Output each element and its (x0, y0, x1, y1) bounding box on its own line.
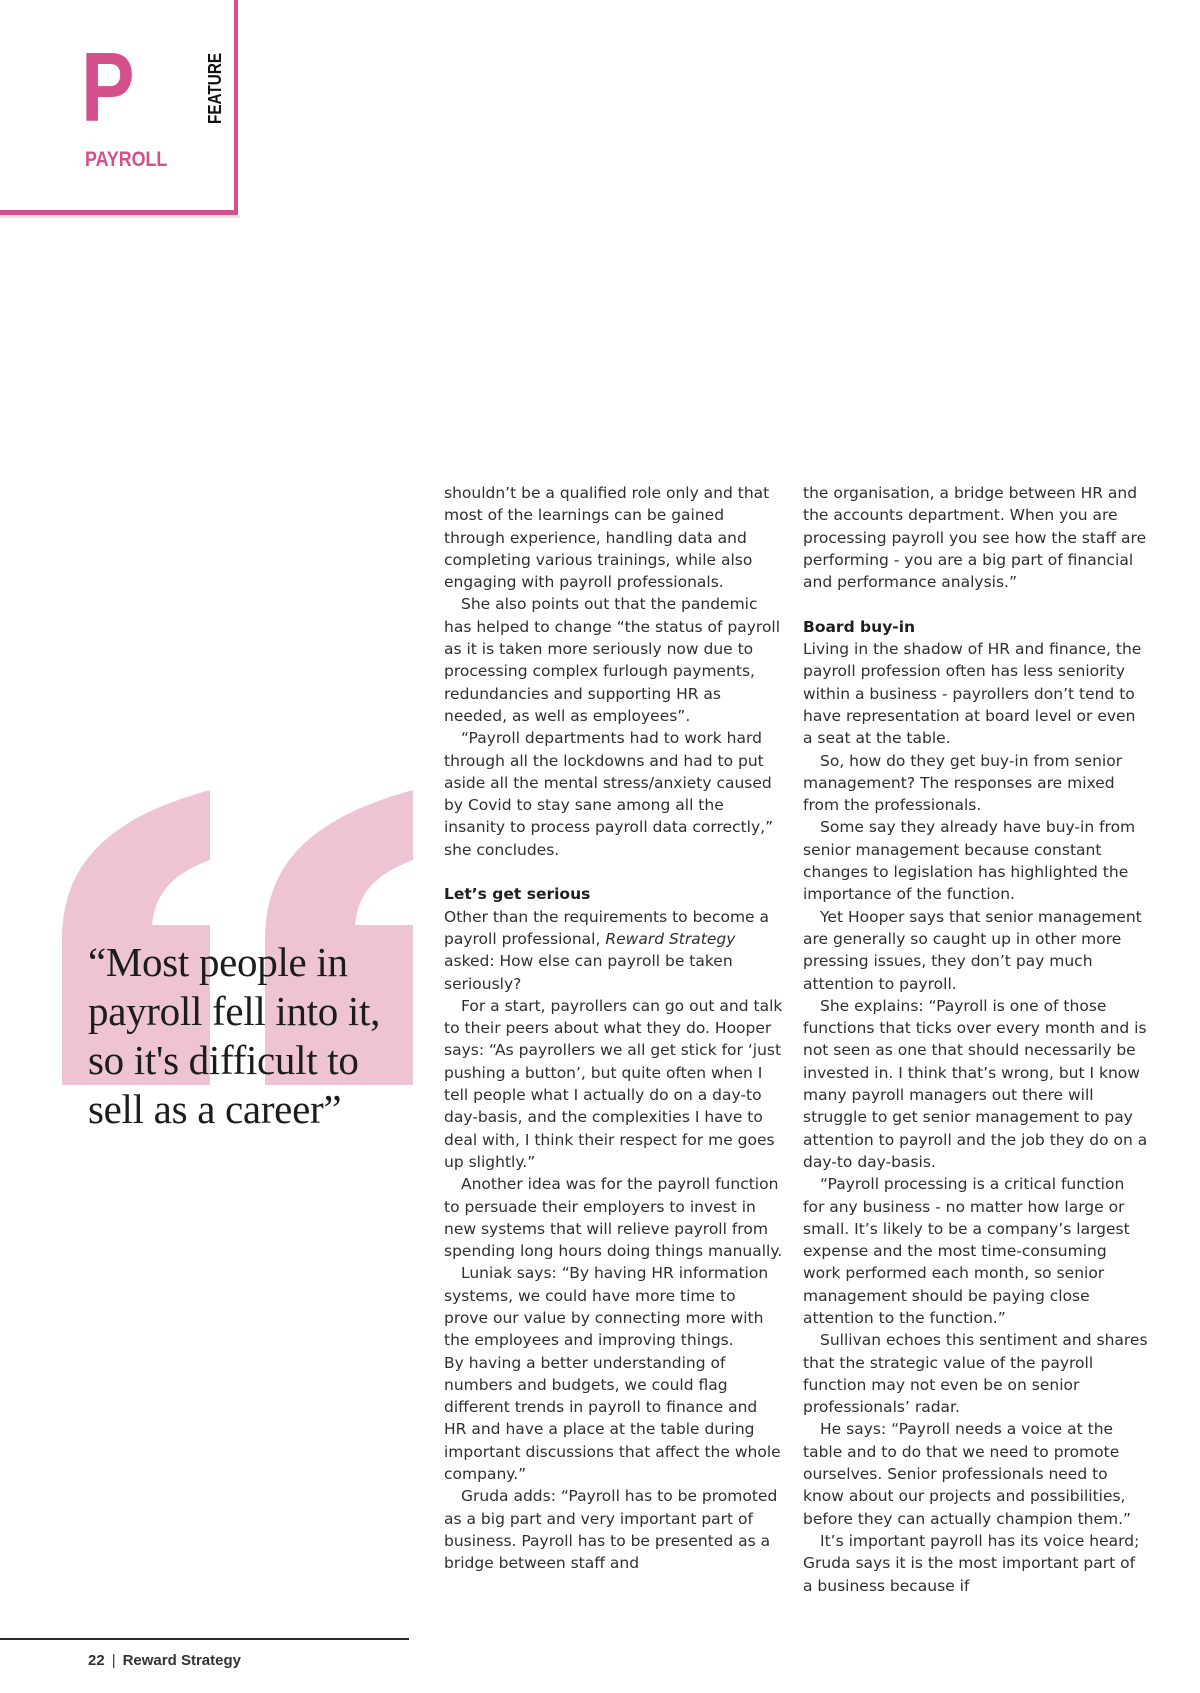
paragraph: It’s important payroll has its voice heard; Gruda says it is the most important part of a business because if (803, 1531, 1140, 1595)
paragraph: Another idea was for the payroll function to persuade their employers to invest in new systems that will relieve payroll from spending long hours doing things manually. (444, 1175, 783, 1261)
section-heading: Let’s get serious (444, 885, 591, 904)
tab-border-shadow (0, 215, 240, 218)
publication-title: Reward Strategy (122, 1652, 241, 1669)
paragraph: shouldn’t be a qualified role only and that most of the learnings can be gained through experience, handling data and completing various trainings, while also engaging with payroll professionals. (444, 484, 770, 592)
paragraph: So, how do they get buy-in from senior management? The responses are mixed from the professionals. (803, 751, 1123, 815)
footer-separator: | (111, 1652, 116, 1669)
pull-quote: “Most people in payroll fell into it, so it's difficult to sell as a career” (88, 939, 381, 1132)
kicker-label: FEATURE (205, 52, 225, 124)
paragraph: Yet Hooper says that senior management are generally so caught up in other more pressing issues, they don’t pay much attention to payroll. (803, 907, 1142, 993)
paragraph: Luniak says: “By having HR information systems, we could have more time to prove our value by connecting more with the employees and improving things. (444, 1264, 769, 1350)
paragraph: Some say they already have buy-in from senior management because constant changes to legislation has highlighted the importance of the function. (803, 818, 1136, 904)
paragraph: For a start, payrollers can go out and talk to their peers about what they do. Hooper says: “As payrollers we all get stick for ‘just pushing a button’, but quite often when I tell people what I actually do on a day-to day-basis, and the complexities I have to deal with, I think their respect for me goes up slightly.” (444, 996, 783, 1171)
article-column-1 (444, 482, 784, 1575)
footer-rule (0, 1638, 409, 1640)
paragraph: She also points out that the pandemic has helped to change “the status of payroll as it is taken more seriously now due to processing complex furlough payments, redundancies and supporting HR as needed, as well as employees”. (444, 595, 781, 725)
page-footer (88, 1652, 241, 1669)
paragraph: Sullivan echoes this sentiment and shares that the strategic value of the payroll function may not even be on senior professionals’ radar. (803, 1331, 1148, 1417)
page-number: 22 (88, 1652, 105, 1669)
paragraph: the organisation, a bridge between HR and the accounts department. When you are processing payroll you see how the staff are performing - you are a big part of financial and performance analysis.” (803, 484, 1147, 592)
paragraph: She explains: “Payroll is one of those functions that ticks over every month and is not seen as one that should necessarily be invested in. I think that’s wrong, but I know many payroll managers out there will struggle to get senior management to pay attention to payroll and the job they do on a day-to day-basis. (803, 996, 1148, 1171)
paragraph: “Payroll processing is a critical function for any business - no matter how large or small. It’s likely to be a company’s largest expense and the most time-consuming work performed each month, so senior management should be paying close attention to the function.” (803, 1175, 1130, 1327)
section-tab (0, 0, 240, 218)
paragraph: He says: “Payroll needs a voice at the table and to do that we need to promote ourselves. Senior professionals need to know about our projects and possibilities, before they can actually champion them.” (803, 1420, 1132, 1528)
publication-name: Reward Strategy (605, 929, 736, 948)
article-column-2 (803, 482, 1148, 1597)
paragraph: Living in the shadow of HR and finance, the payroll profession often has less seniority within a business - payrollers don’t tend to have representation at board level or even a seat at the table. (803, 640, 1142, 748)
paragraph: “Payroll departments had to work hard through all the lockdowns and had to put aside all the mental stress/anxiety caused by Covid to stay sane among all the insanity to process payroll data correctly,” she concludes. (444, 729, 774, 859)
section-heading: Board buy-in (803, 617, 916, 636)
paragraph: By having a better understanding of numbers and budgets, we could flag different trends in payroll to finance and HR and have a place at the table during important discussions that affect the whole company.” (444, 1353, 781, 1484)
paragraph: Other than the requirements to become a payroll professional, Reward Strategy asked: How else can payroll be taken seriously? (444, 907, 770, 993)
section-label: PAYROLL (85, 148, 168, 171)
tab-border-right (234, 0, 238, 218)
paragraph: Gruda adds: “Payroll has to be promoted as a big part and very important part of business. Payroll has to be presented as a bridge between staff and (444, 1487, 778, 1573)
section-initial: P (81, 32, 132, 142)
